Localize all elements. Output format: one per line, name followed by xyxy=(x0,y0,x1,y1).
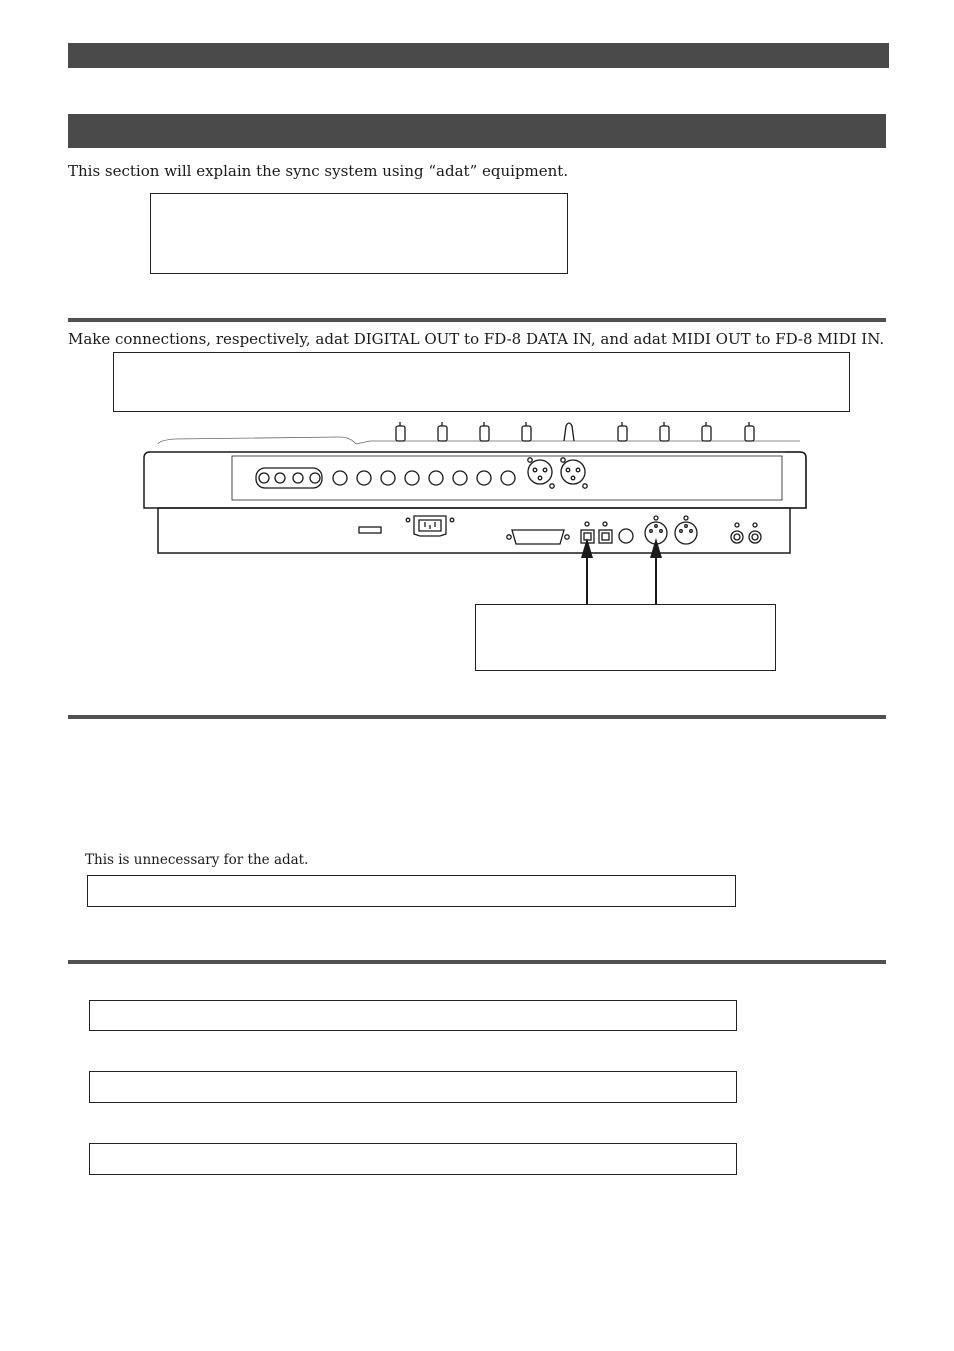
setup-note-text: This is unnecessary for the adat. xyxy=(85,852,309,868)
setup-display-box xyxy=(87,875,736,907)
operation-display-box-1 xyxy=(89,1000,737,1031)
connections-text: Make connections, respectively, adat DIGITAL OUT to FD-8 DATA IN, and adat MIDI OUT to FD-8 MIDI IN. xyxy=(68,330,885,348)
operation-display-box-2 xyxy=(89,1071,737,1103)
section-divider-operation xyxy=(68,960,886,964)
arrow-midi-in xyxy=(650,538,662,605)
section-divider-setup xyxy=(68,715,886,719)
diagram-caption-box xyxy=(475,604,776,671)
arrow-data-in xyxy=(581,538,593,605)
operation-display-box-3 xyxy=(89,1143,737,1175)
intro-text: This section will explain the sync system using “adat” equipment. xyxy=(68,162,569,180)
